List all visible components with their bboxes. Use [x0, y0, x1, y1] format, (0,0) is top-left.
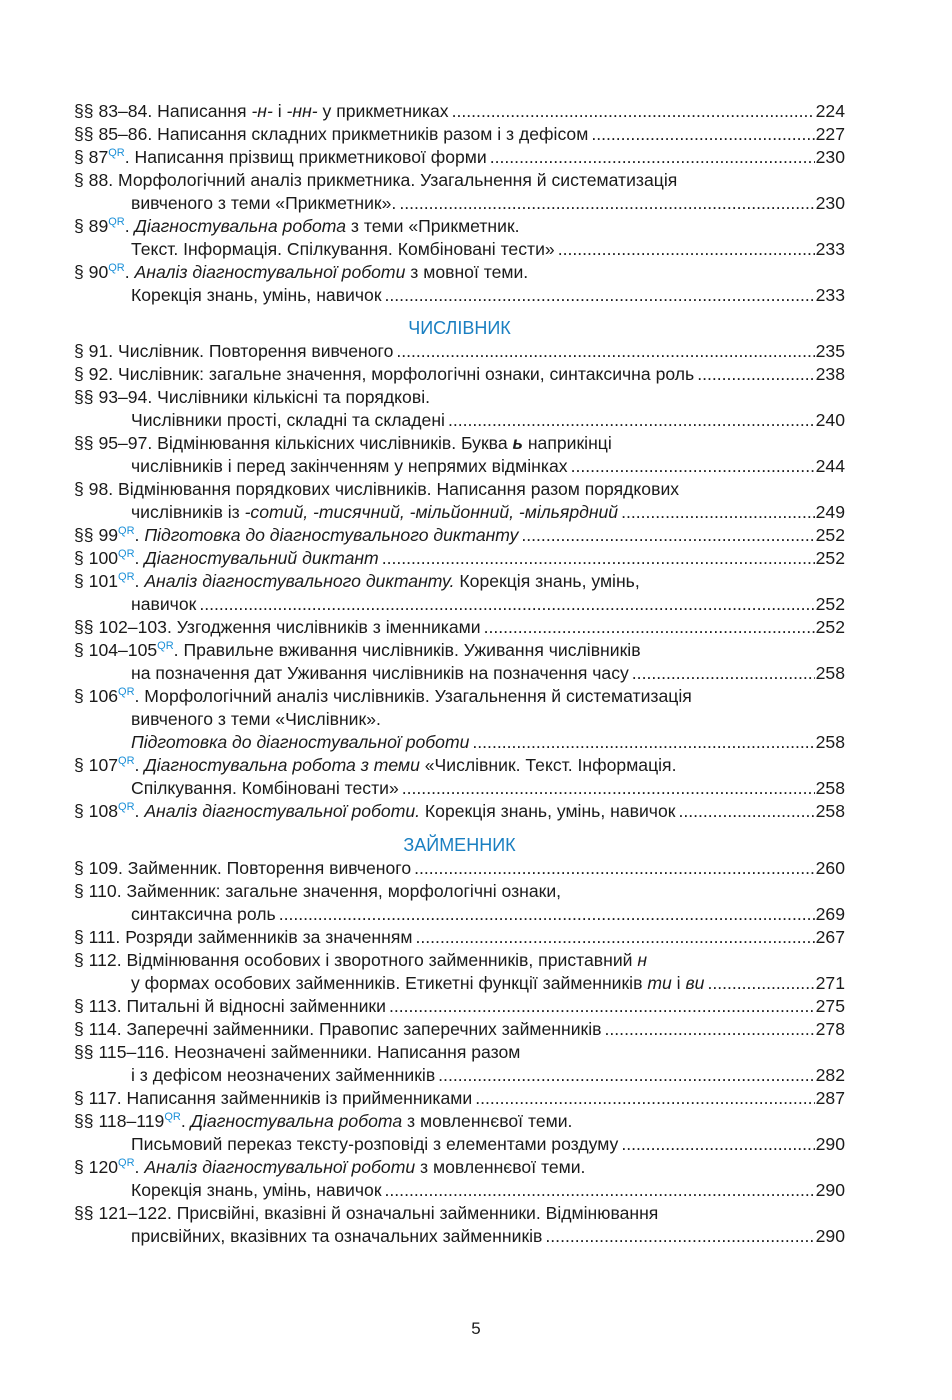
page-ref: 287 [815, 1088, 845, 1108]
page-ref: 244 [815, 456, 845, 476]
toc-entry[interactable]: §§ 85–86. Написання складних прикметників разом і з дефісом ..... 227 [74, 123, 845, 146]
toc-entry-continuation[interactable]: синтаксична роль ..... 269 [74, 903, 845, 926]
page-ref: 271 [815, 973, 845, 993]
dot-leader [475, 1087, 814, 1110]
dot-leader [591, 123, 814, 146]
dot-leader [389, 995, 815, 1018]
dot-leader [382, 547, 815, 570]
dot-leader [396, 340, 814, 363]
toc-entry[interactable]: §§ 95–97. Відмінювання кількісних числівників. Буква ь наприкінці [74, 433, 612, 453]
dot-leader [545, 1225, 814, 1248]
toc-entry-continuation[interactable]: Корекція знань, умінь, навичок ..... 290 [74, 1179, 845, 1202]
toc-entry[interactable]: § 110. Займенник: загальне значення, морфологічні ознаки, [74, 881, 562, 901]
toc-entry-continuation[interactable]: присвійних, вказівних та означальних займенників ..... 290 [74, 1225, 845, 1248]
toc-entry-continuation[interactable]: вивченого з теми «Прикметник». ..... 230 [74, 192, 845, 215]
page-ref: 282 [815, 1065, 845, 1085]
qr-marker: QR [108, 216, 125, 228]
page-ref: 230 [815, 193, 845, 213]
toc-entry-continuation[interactable]: вивченого з теми «Числівник». [131, 709, 381, 729]
toc-entry-continuation[interactable]: навичок ..... 252 [74, 593, 845, 616]
page-ref: 275 [815, 996, 845, 1016]
qr-marker: QR [118, 686, 135, 698]
page-ref: 258 [815, 801, 845, 821]
page-ref: 235 [815, 341, 845, 361]
page-ref: 233 [815, 285, 845, 305]
qr-marker: QR [118, 525, 135, 537]
page-ref: 290 [815, 1226, 845, 1246]
qr-marker: QR [164, 1111, 181, 1123]
page-ref: 252 [815, 548, 845, 568]
toc-entry[interactable]: § 112. Відмінювання особових і зворотного займенників, приставний н [74, 950, 648, 970]
toc-entry[interactable]: § $101^{QR}$. Аналіз діагностувального диктанту. Корекція знань, умінь, [74, 571, 640, 591]
toc-entry[interactable]: §§ $118-119^{QR}$. Діагностувальна робота з мовленнєвої теми. [74, 1111, 573, 1131]
dot-leader [484, 616, 815, 639]
dot-leader [632, 662, 815, 685]
dot-leader [621, 1133, 814, 1156]
toc-entry[interactable]: § $107^{QR}$. Діагностувальна робота з теми «Числівник. Текст. Інформація. [74, 755, 677, 775]
toc-entry[interactable]: §§ $99^{QR}$. Підготовка до діагностувального диктанту ..... 252 [74, 524, 845, 547]
toc-entry[interactable]: §§ 115–116. Неозначені займенники. Написання разом [74, 1042, 521, 1062]
toc-entry-continuation[interactable]: Спілкування. Комбіновані тести» ..... 258 [74, 777, 845, 800]
toc-entry[interactable]: § $100^{QR}$. Діагностувальний диктант ..... 252 [74, 547, 845, 570]
page-ref: 278 [815, 1019, 845, 1039]
dot-leader [472, 731, 814, 754]
page-ref: 258 [815, 663, 845, 683]
toc-entry-continuation[interactable]: числівників і перед закінченням у непрямих відмінках ..... 244 [74, 455, 845, 478]
section-heading-numeral: ЧИСЛІВНИК [408, 318, 511, 338]
dot-leader [448, 409, 815, 432]
qr-marker: QR [118, 1157, 135, 1169]
dot-leader [402, 777, 815, 800]
page-ref: 227 [815, 124, 845, 144]
toc-entry[interactable]: § $90^{QR}$. Аналіз діагностувальної роботи з мовної теми. [74, 262, 529, 282]
table-of-contents [74, 100, 845, 1248]
toc-entry[interactable]: § 113. Питальні й відносні займенники ..... 275 [74, 995, 845, 1018]
page-ref: 224 [815, 101, 845, 121]
toc-entry[interactable]: §§ 93–94. Числівники кількісні та порядкові. [74, 387, 430, 407]
page-ref: 290 [815, 1180, 845, 1200]
toc-entry-continuation[interactable]: Письмовий переказ тексту-розповіді з елементами роздуму ..... 290 [74, 1133, 845, 1156]
dot-leader [199, 593, 814, 616]
dot-leader [678, 800, 814, 823]
toc-entry[interactable]: § $106^{QR}$. Морфологічний аналіз числівників. Узагальнення й систематизація [74, 686, 692, 706]
page-ref: 290 [815, 1134, 845, 1154]
dot-leader [605, 1018, 815, 1041]
dot-leader [558, 238, 815, 261]
page-ref: 240 [815, 410, 845, 430]
toc-entry[interactable]: §§ 121–122. Присвійні, вказівні й означальні займенники. Відмінювання [74, 1203, 659, 1223]
dot-leader [452, 100, 815, 123]
dot-leader [385, 1179, 815, 1202]
page-ref: 269 [815, 904, 845, 924]
page-ref: 252 [815, 525, 845, 545]
dot-leader [697, 363, 814, 386]
qr-marker: QR [157, 640, 174, 652]
page-ref: 238 [815, 364, 845, 384]
dot-leader [399, 192, 814, 215]
page-ref: 230 [815, 147, 845, 167]
toc-entry[interactable]: §§ 102–103. Узгодження числівників з іменниками ..... 252 [74, 616, 845, 639]
toc-entry-continuation[interactable]: і з дефісом неозначених займенників ..... 282 [74, 1064, 845, 1087]
page-ref: 252 [815, 617, 845, 637]
toc-entry[interactable]: § 111. Розряди займенників за значенням ..... 267 [74, 926, 845, 949]
dot-leader [385, 284, 815, 307]
toc-entry[interactable]: § 114. Заперечні займенники. Правопис заперечних займенників ..... 278 [74, 1018, 845, 1041]
page-number: 5 [471, 1319, 481, 1338]
qr-marker: QR [108, 147, 125, 159]
toc-entry[interactable]: § $104-105^{QR}$. Правильне вживання числівників. Уживання числівників [74, 640, 641, 660]
toc-entry-continuation[interactable]: Корекція знань, умінь, навичок ..... 233 [74, 284, 845, 307]
toc-entry[interactable]: § $89^{QR}$. Діагностувальна робота з теми «Прикметник. [74, 216, 520, 236]
toc-entry-continuation[interactable]: на позначення дат Уживання числівників на позначення часу ..... 258 [74, 662, 845, 685]
qr-marker: QR [108, 262, 125, 274]
toc-entry[interactable]: § 91. Числівник. Повторення вивченого ..... 235 [74, 340, 845, 363]
dot-leader [707, 972, 814, 995]
qr-marker: QR [118, 801, 135, 813]
toc-entry[interactable]: §§ 83–84. Написання -н- і -нн- у прикметниках ..... 224 [74, 100, 845, 123]
toc-entry-continuation[interactable]: Підготовка до діагностувальної роботи ..... 258 [74, 731, 845, 754]
dot-leader [279, 903, 815, 926]
toc-entry-continuation[interactable]: у формах особових займенників. Етикетні функції займенників ти і ви ..... 271 [74, 972, 845, 995]
page-ref: 252 [815, 594, 845, 614]
dot-leader [571, 455, 815, 478]
qr-marker: QR [118, 571, 135, 583]
toc-entry[interactable]: § 109. Займенник. Повторення вивченого ..... 260 [74, 857, 845, 880]
dot-leader [521, 524, 814, 547]
page-ref: 267 [815, 927, 845, 947]
dot-leader [438, 1064, 814, 1087]
qr-marker: QR [118, 548, 135, 560]
toc-entry[interactable]: § $120^{QR}$. Аналіз діагностувальної роботи з мовленнєвої теми. [74, 1157, 586, 1177]
dot-leader [621, 501, 815, 524]
dot-leader [416, 926, 815, 949]
page-ref: 260 [815, 858, 845, 878]
page-ref: 258 [815, 778, 845, 798]
qr-marker: QR [118, 755, 135, 767]
toc-entry[interactable]: § $87^{QR}$. Написання прізвищ прикметникової форми ..... 230 [74, 146, 845, 169]
toc-entry[interactable]: § 98. Відмінювання порядкових числівників. Написання разом порядкових [74, 479, 680, 499]
toc-entry[interactable]: § $108^{QR}$. Аналіз діагностувальної роботи. Корекція знань, умінь, навичок ..... 258 [74, 800, 845, 823]
toc-entry-continuation[interactable]: Текст. Інформація. Спілкування. Комбіновані тести» ..... 233 [74, 238, 845, 261]
page-ref: 258 [815, 732, 845, 752]
section-heading-pronoun: ЗАЙМЕННИК [403, 835, 516, 855]
toc-entry[interactable]: § 92. Числівник: загальне значення, морфологічні ознаки, синтаксична роль ..... 238 [74, 363, 845, 386]
dot-leader [414, 857, 815, 880]
page-ref: 233 [815, 239, 845, 259]
dot-leader [490, 146, 815, 169]
toc-entry-continuation[interactable]: числівників із -сотий, -тисячний, -мільйонний, -мільярдний ..... 249 [74, 501, 845, 524]
toc-entry[interactable]: § 117. Написання займенників із прийменниками ..... 287 [74, 1087, 845, 1110]
toc-entry-continuation[interactable]: Числівники прості, складні та складені ..... 240 [74, 409, 845, 432]
page-ref: 249 [815, 502, 845, 522]
toc-entry[interactable]: § 88. Морфологічний аналіз прикметника. Узагальнення й систематизація [74, 170, 678, 190]
